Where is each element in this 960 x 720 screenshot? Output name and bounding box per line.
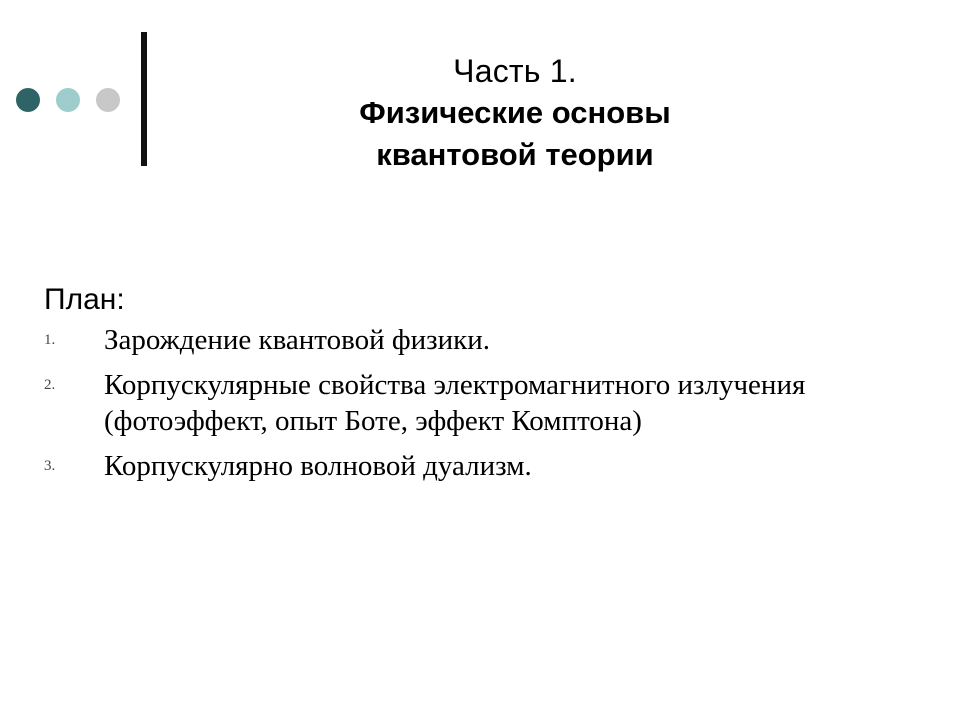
light-teal-dot-icon xyxy=(56,88,80,112)
plan-list xyxy=(44,322,924,484)
plan-item-number: 2. xyxy=(44,377,56,393)
title-divider-bar xyxy=(141,32,147,166)
plan-item-text: Зарождение квантовой физики. xyxy=(104,324,490,356)
plan-item-2 xyxy=(44,367,924,439)
dark-teal-dot-icon xyxy=(16,88,40,112)
title-main-line-1: Физические основы xyxy=(359,95,671,130)
plan-item-3 xyxy=(44,448,924,484)
plan-heading: План: xyxy=(44,283,125,316)
plan-item-number: 3. xyxy=(44,458,56,474)
title-main-line-2: квантовой теории xyxy=(376,137,654,172)
plan-item-text: Корпускулярно волновой дуализм. xyxy=(104,450,532,482)
slide-title xyxy=(200,50,830,176)
light-gray-dot-icon xyxy=(96,88,120,112)
title-part-label: Часть 1. xyxy=(453,53,577,89)
slide-content xyxy=(44,280,924,493)
plan-item-1 xyxy=(44,322,924,358)
plan-item-number: 1. xyxy=(44,332,56,348)
plan-item-text: Корпускулярные свойства электромагнитного излучения (фотоэффект, опыт Боте, эффект Комптона) xyxy=(104,369,806,437)
